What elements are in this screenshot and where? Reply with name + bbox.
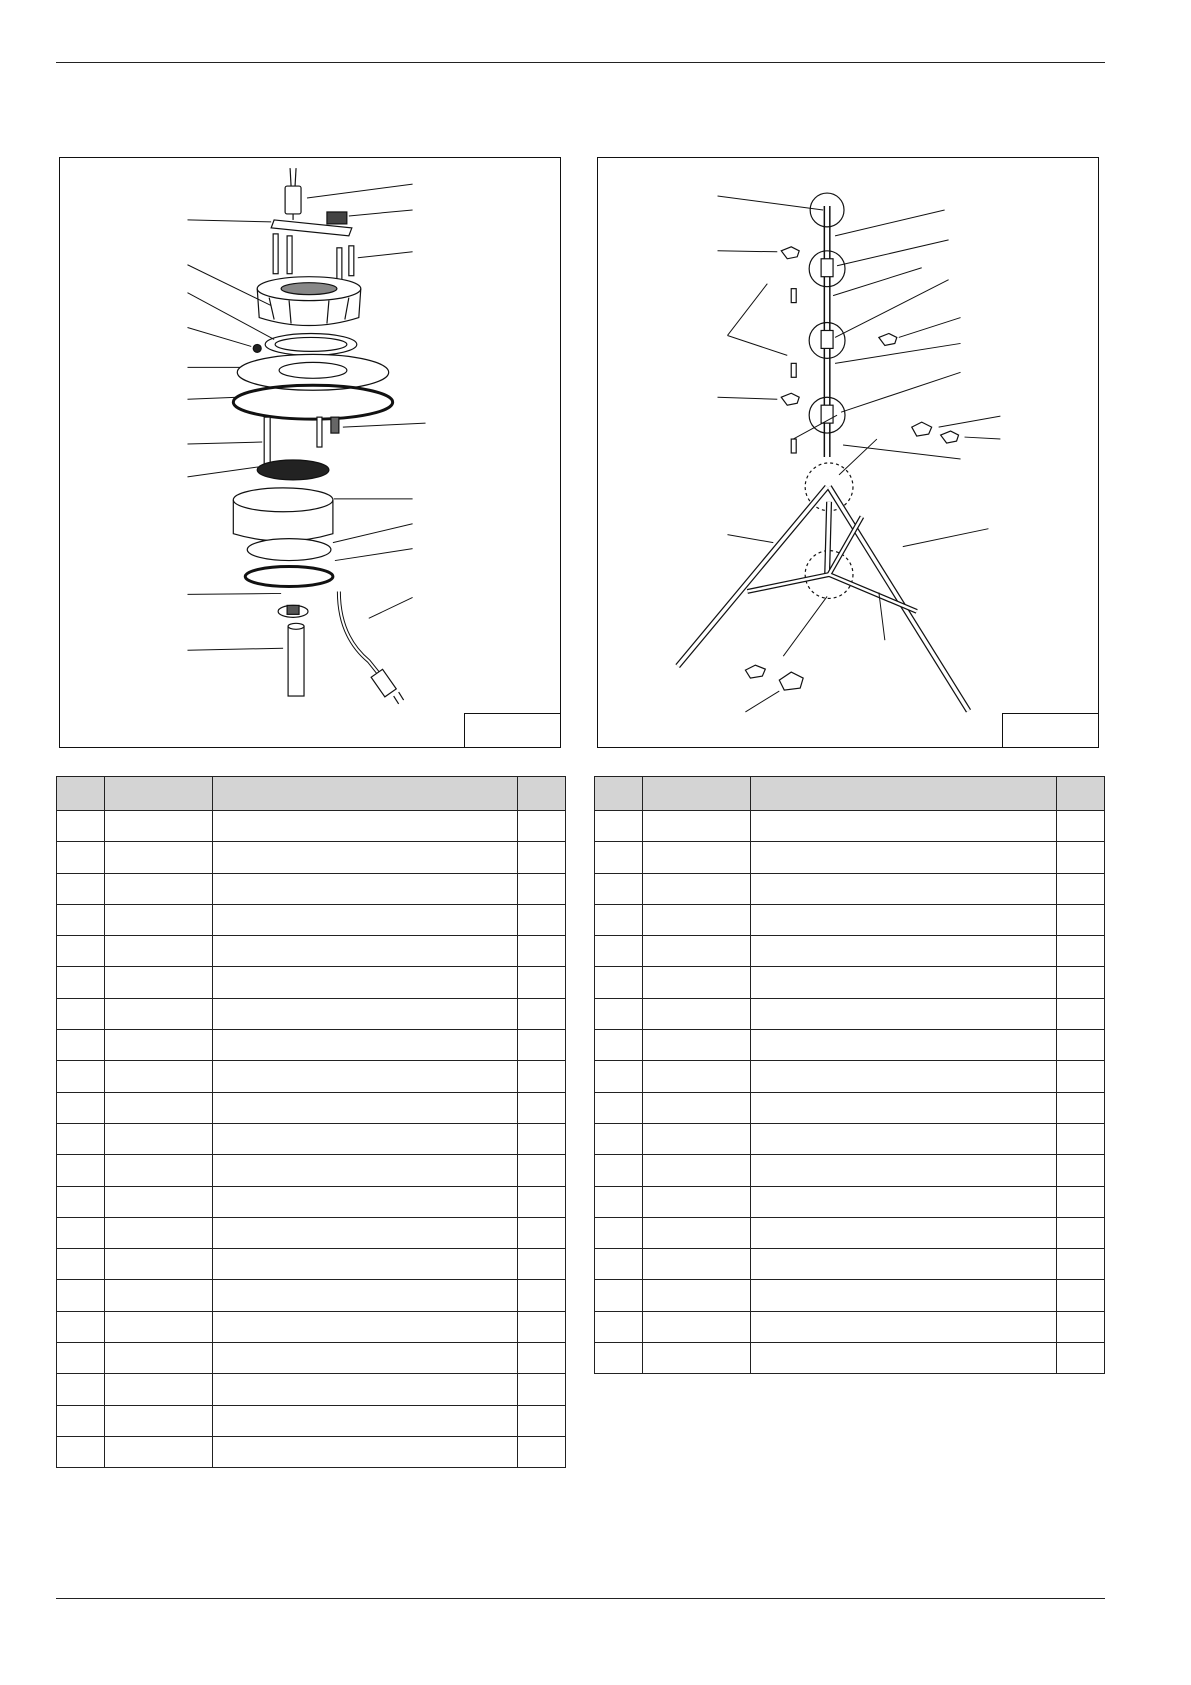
footer-rule: [56, 1598, 1105, 1599]
inlet-ring-part: [265, 333, 357, 355]
base-plate-part: [247, 539, 331, 561]
table-row: [595, 811, 1105, 842]
table-row: [595, 1249, 1105, 1280]
table-row: [57, 904, 566, 935]
col-part-number-header: [643, 777, 751, 811]
table-row: [595, 936, 1105, 967]
support-tube-part: [288, 623, 304, 696]
table-row: [57, 1405, 566, 1436]
table-header-row: [57, 777, 566, 811]
table-row: [57, 936, 566, 967]
col-qty-header: [518, 777, 566, 811]
heater-parts-table-body: [57, 811, 566, 1468]
table-row: [57, 1186, 566, 1217]
figure-number-box: [1002, 713, 1098, 747]
table-row: [595, 1123, 1105, 1154]
heater-head-exploded-view: [60, 158, 560, 747]
table-row: [595, 1217, 1105, 1248]
housing-band-part: [233, 488, 333, 541]
stand-parts-table-body: [595, 811, 1105, 1374]
table-row: [57, 1311, 566, 1342]
heater-parts-table: [56, 776, 566, 1468]
table-header-row: [595, 777, 1105, 811]
terminal-block-part: [327, 212, 347, 224]
figure-number-box: [464, 713, 560, 747]
table-row: [57, 1092, 566, 1123]
table-row: [57, 1436, 566, 1467]
base-gasket-part: [245, 567, 333, 587]
table-row: [595, 1155, 1105, 1186]
table-row: [57, 1343, 566, 1374]
col-item-header: [57, 777, 105, 811]
table-row: [595, 998, 1105, 1029]
tripod-stand-diagram-panel: [597, 157, 1099, 748]
table-row: [595, 1343, 1105, 1374]
col-part-number-header: [105, 777, 213, 811]
blower-wheel-part: [257, 277, 361, 326]
col-description-header: [213, 777, 518, 811]
table-row: [595, 1186, 1105, 1217]
table-row: [57, 1374, 566, 1405]
table-row: [57, 967, 566, 998]
table-row: [57, 873, 566, 904]
table-row: [595, 967, 1105, 998]
stand-parts-table: [594, 776, 1105, 1374]
table-row: [57, 811, 566, 842]
col-description-header: [751, 777, 1057, 811]
table-row: [57, 1280, 566, 1311]
table-row: [57, 998, 566, 1029]
heating-element-screen-part: [257, 460, 329, 480]
heater-head-diagram-panel: [59, 157, 561, 748]
header-rule: [56, 62, 1105, 63]
table-row: [57, 1217, 566, 1248]
table-row: [595, 1092, 1105, 1123]
table-row: [595, 842, 1105, 873]
table-row: [595, 904, 1105, 935]
col-item-header: [595, 777, 643, 811]
table-row: [57, 1030, 566, 1061]
table-row: [595, 873, 1105, 904]
capacitor-part: [285, 168, 301, 220]
table-row: [57, 1249, 566, 1280]
table-row: [595, 1030, 1105, 1061]
table-row: [57, 1123, 566, 1154]
table-row: [595, 1061, 1105, 1092]
table-row: [57, 1155, 566, 1186]
table-row: [57, 1061, 566, 1092]
tripod-stand-exploded-view: [598, 158, 1098, 747]
col-qty-header: [1057, 777, 1105, 811]
table-row: [595, 1311, 1105, 1342]
power-cord-part: [339, 591, 404, 704]
table-row: [57, 842, 566, 873]
table-row: [595, 1280, 1105, 1311]
